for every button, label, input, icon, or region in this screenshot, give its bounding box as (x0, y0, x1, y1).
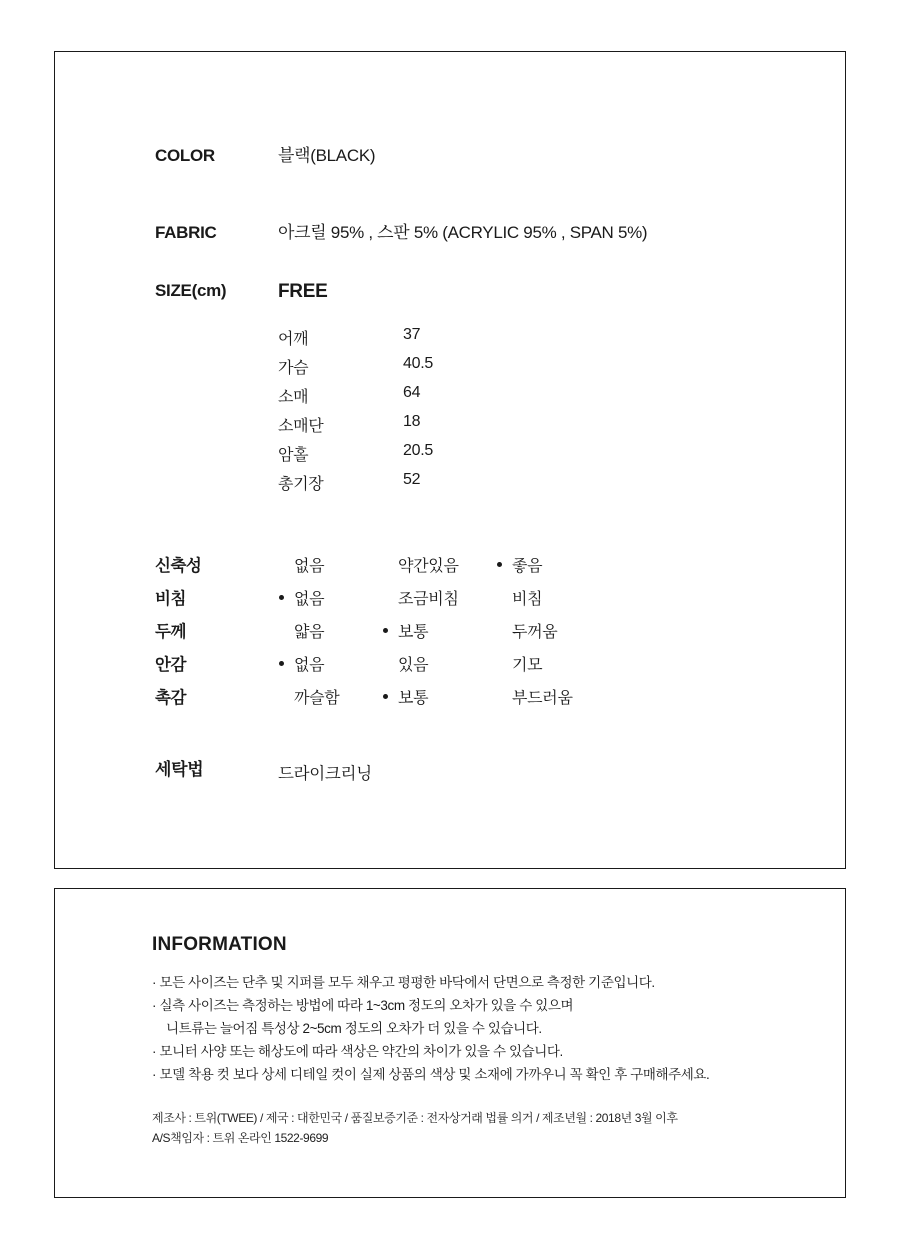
footnote-line: A/S책임자 : 트위 온라인 1522-9699 (152, 1131, 329, 1145)
information-content (152, 934, 815, 1148)
measurement-name: 소매 (278, 388, 309, 406)
attribute-row-sheerness (155, 585, 825, 609)
information-line: · 모든 사이즈는 단추 및 지퍼를 모두 채우고 평평한 바닥에서 단면으로 측정한 기준입니다. (152, 975, 655, 990)
table-row (278, 355, 825, 378)
information-line: · 실측 사이즈는 측정하는 방법에 따라 1~3cm 정도의 오차가 있을 수 있으며 (152, 997, 574, 1013)
color-label: COLOR (155, 146, 215, 165)
attribute-option (278, 553, 382, 576)
attribute-option-label: 좋음 (512, 557, 543, 575)
selected-dot-icon (279, 595, 284, 600)
attribute-option (278, 586, 382, 609)
measurement-name: 소매단 (278, 417, 324, 435)
attribute-label: 신축성 (155, 556, 202, 575)
fabric-value: 아크릴 95% , 스판 5% (ACRYLIC 95% , SPAN 5%) (278, 223, 648, 243)
attribute-row-thickness (155, 618, 825, 642)
spec-content (155, 146, 825, 784)
attribute-option (496, 652, 616, 675)
attribute-option-label: 두꺼움 (512, 623, 558, 641)
attribute-option (278, 619, 382, 642)
color-row (155, 146, 825, 166)
measurement-value: 37 (403, 325, 421, 343)
color-value: 블랙(BLACK) (278, 146, 376, 165)
wash-value: 드라이크리닝 (278, 764, 372, 783)
attribute-option (496, 553, 616, 576)
attribute-option-label: 얇음 (294, 623, 325, 641)
fabric-row (155, 223, 825, 243)
table-row (278, 442, 825, 465)
information-panel (54, 888, 846, 1198)
attribute-table (155, 552, 825, 708)
attribute-row-lining (155, 651, 825, 675)
attribute-label: 두께 (155, 622, 186, 641)
attribute-option-label: 약간있음 (398, 557, 459, 575)
attribute-option-label: 보통 (398, 689, 429, 707)
attribute-option (496, 685, 616, 708)
attribute-option-label: 부드러움 (512, 689, 573, 707)
attribute-option-label: 비침 (512, 590, 543, 608)
measurement-value: 20.5 (403, 441, 433, 459)
footnote-line: 제조사 : 트위(TWEE) / 제국 : 대한민국 / 품질보증기준 : 전자상거래 법률 의거 / 제조년월 : 2018년 3월 이후 (152, 1110, 678, 1125)
measurement-table (278, 326, 825, 494)
attribute-label: 촉감 (155, 688, 186, 707)
size-row (155, 281, 825, 304)
attribute-option (382, 586, 496, 609)
wash-row (155, 760, 825, 784)
attribute-option (496, 586, 616, 609)
selected-dot-icon (383, 628, 388, 633)
information-title: INFORMATION (152, 934, 287, 955)
table-row (278, 384, 825, 407)
attribute-label: 안감 (155, 655, 186, 674)
attribute-row-texture (155, 684, 825, 708)
table-row (278, 326, 825, 349)
attribute-option (278, 652, 382, 675)
information-line: · 모델 착용 컷 보다 상세 디테일 컷이 실제 상품의 색상 및 소재에 가까우니 꼭 확인 후 구매해주세요. (152, 1066, 710, 1082)
size-value: FREE (278, 280, 328, 302)
selected-dot-icon (497, 562, 502, 567)
attribute-option (278, 685, 382, 708)
attribute-option-label: 보통 (398, 623, 429, 641)
selected-dot-icon (383, 694, 388, 699)
fabric-label: FABRIC (155, 223, 217, 243)
attribute-label: 비침 (155, 589, 186, 608)
information-line: · 모니터 사양 또는 해상도에 따라 색상은 약간의 차이가 있을 수 있습니다. (152, 1043, 563, 1059)
size-label: SIZE(cm) (155, 280, 227, 300)
attribute-row-stretch (155, 552, 825, 576)
measurement-value: 18 (403, 412, 421, 430)
measurement-name: 암홀 (278, 446, 309, 464)
attribute-option-label: 없음 (294, 656, 325, 674)
attribute-option (382, 652, 496, 675)
footnotes (152, 1108, 815, 1149)
measurement-value: 64 (403, 383, 421, 401)
spec-panel (54, 51, 846, 869)
attribute-option-label: 있음 (398, 656, 429, 674)
selected-dot-icon (279, 661, 284, 666)
attribute-option-label: 기모 (512, 656, 543, 674)
measurement-name: 어깨 (278, 330, 309, 348)
attribute-option-label: 조금비침 (398, 590, 459, 608)
attribute-option-label: 없음 (294, 557, 325, 575)
attribute-option-label: 없음 (294, 590, 325, 608)
wash-label: 세탁법 (155, 759, 204, 779)
information-line: 니트류는 늘어짐 특성상 2~5cm 정도의 오차가 더 있을 수 있습니다. (166, 1020, 542, 1036)
measurement-value: 52 (403, 470, 421, 488)
table-row (278, 471, 825, 494)
measurement-value: 40.5 (403, 354, 433, 372)
measurement-name: 가슴 (278, 359, 309, 377)
attribute-option (382, 553, 496, 576)
table-row (278, 413, 825, 436)
attribute-option-label: 까슬함 (294, 689, 340, 707)
attribute-option (496, 619, 616, 642)
attribute-option (382, 619, 496, 642)
attribute-option (382, 685, 496, 708)
measurement-name: 총기장 (278, 475, 324, 493)
